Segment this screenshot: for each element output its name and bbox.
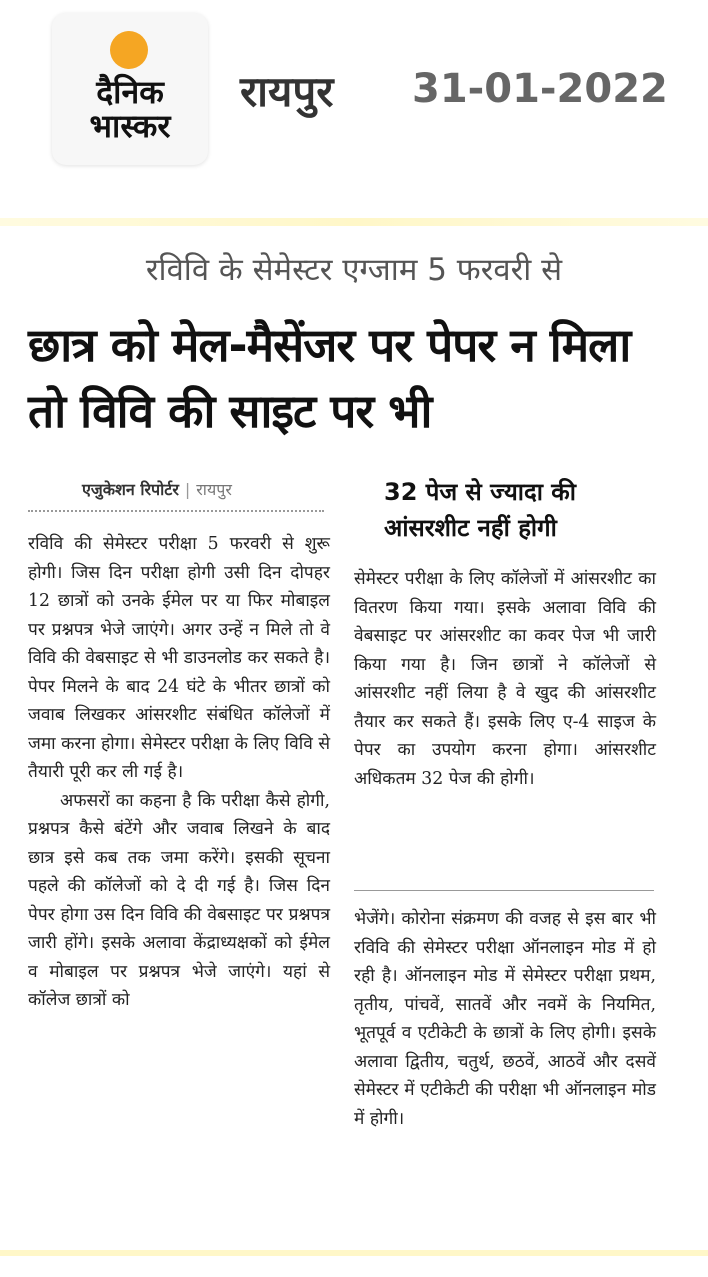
paragraph: भेजेंगे। कोरोना संक्रमण की वजह से इस बार भी रविवि की सेमेस्टर परीक्षा ऑनलाइन मोड में हो रही है। ऑनलाइन मोड में सेमेस्टर परीक्षा प्रथम, तृतीय, पांचवें, सातवें और नवमें के नियमित, भूतपूर्व व एटीकेटी के छात्रों के लिए होगी। इसके अलावा द्वितीय, चतुर्थ, छठवें, आठवें और दसवें सेमेस्टर में एटीकेटी की परीक्षा भी ऑनलाइन मोड में होगी। (354, 909, 656, 1129)
paragraph: अफसरों का कहना है कि परीक्षा कैसे होगी, प्रश्नपत्र कैसे बंटेंगे और जवाब लिखने के बाद छात्र इसे कब तक जमा करेंगे। इसकी सूचना पहले की कॉलेजों को दे दी गई है। जिस दिन पेपर होगा उस दिन विवि की वेबसाइट पर प्रश्नपत्र जारी होंगे। इसके अलावा केंद्राध्यक्षकों को ईमेल व मोबाइल पर प्रश्नपत्र भेजे जाएंगे। यहां से कॉलेज छात्रों को (28, 790, 330, 1010)
byline-divider (28, 510, 324, 512)
edition-date: 31-01-2022 (412, 66, 668, 112)
top-divider (0, 218, 708, 226)
byline-city: रायपुर (196, 480, 232, 499)
byline (82, 478, 232, 500)
logo-text: दैनिक भास्कर (89, 73, 171, 145)
article-kicker: रविवि के सेमेस्टर एग्जाम 5 फरवरी से (145, 252, 563, 288)
right-column-continued (354, 905, 656, 1133)
byline-separator: | (184, 480, 191, 499)
paragraph: सेमेस्टर परीक्षा के लिए कॉलेजों में आंसरशीट का वितरण किया गया। इसके अलावा विवि की वेबसाइट पर आंसरशीट का कवर पेज भी जारी किया गया है। जिन छात्रों ने कॉलेजों से आंसरशीट नहीं लिया है वे खुद की आंसरशीट तैयार कर सकते हैं। इसके लिए ए-4 साइज के पेपर का उपयोग करना होगा। आंसरशीट अधिकतम 32 पेज की होगी। (354, 569, 656, 789)
left-column (28, 530, 330, 1015)
newspaper-logo (52, 13, 208, 165)
box-divider (354, 890, 654, 891)
edition-city: रायपुर (240, 67, 334, 116)
sun-icon (110, 31, 148, 69)
right-box-text (354, 565, 656, 793)
byline-role: एजुकेशन रिपोर्टर (82, 480, 179, 499)
paragraph: रविवि की सेमेस्टर परीक्षा 5 फरवरी से शुरू होगी। जिस दिन परीक्षा होगी उसी दिन दोपहर 12 छात्रों को उनके ईमेल पर या फिर मोबाइल पर प्रश्नपत्र भेजे जाएंगे। अगर उन्हें न मिले तो वे विवि की वेबसाइट से भी डाउनलोड कर सकते है। पेपर मिलने के बाद 24 घंटे के भीतर छात्रों को जवाब लिखकर आंसरशीट संबंधित कॉलेजों में जमा करना होगा। सेमेस्टर परीक्षा के लिए विवि से तैयारी पूरी कर ली गई है। (28, 534, 331, 782)
bottom-divider (0, 1250, 708, 1256)
box-subhead: 32 पेज से ज्यादा की आंसरशीट नहीं होगी (384, 478, 576, 542)
article-headline: छात्र को मेल-मैसेंजर पर पेपर न मिला तो विवि की साइट पर भी (28, 318, 631, 438)
